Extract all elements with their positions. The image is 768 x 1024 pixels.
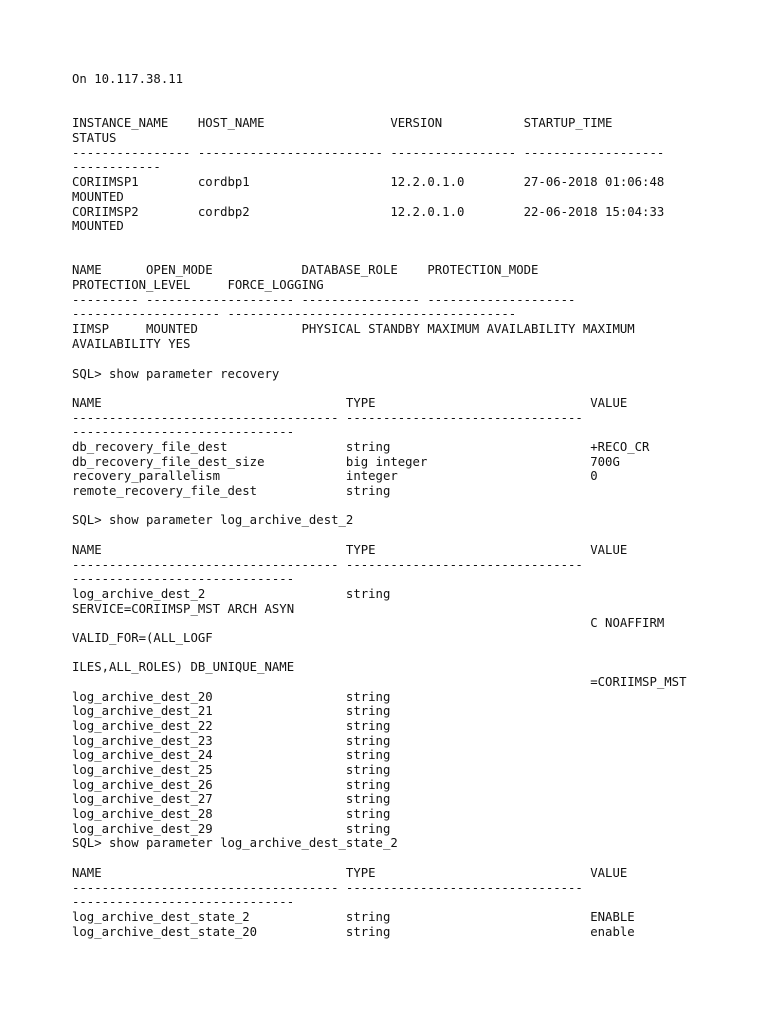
database-table-header: NAME OPEN_MODE DATABASE_ROLE PROTECTION_MODE	[72, 263, 539, 277]
sql-command: SQL> show parameter log_archive_dest_2	[72, 513, 354, 527]
parameter-row: log_archive_dest_26 string	[72, 778, 391, 792]
instance-table-separator: ---------------- ------------------------- ----------------- -------------------	[72, 146, 665, 160]
parameter-row: log_archive_dest_25 string	[72, 763, 391, 777]
parameter-row: log_archive_dest_29 string	[72, 822, 391, 836]
parameter-row: log_archive_dest_state_20 string enable	[72, 925, 635, 939]
instance-row: CORIIMSP1 cordbp1 12.2.0.1.0 27-06-2018 01:06:48	[72, 175, 665, 189]
parameter-table-header: NAME TYPE VALUE	[72, 866, 628, 880]
parameter-table-separator: ------------------------------------ --------------------------------	[72, 411, 583, 425]
parameter-row: log_archive_dest_28 string	[72, 807, 391, 821]
database-row: IIMSP MOUNTED PHYSICAL STANDBY MAXIMUM AVAILABILITY MAXIMUM	[72, 322, 635, 336]
parameter-table-header: NAME TYPE VALUE	[72, 543, 628, 557]
instance-row-status: MOUNTED	[72, 190, 124, 204]
instance-table-header: INSTANCE_NAME HOST_NAME VERSION STARTUP_TIME	[72, 116, 613, 130]
instance-table-separator-status: ------------	[72, 160, 161, 174]
parameter-value-wrap: SERVICE=CORIIMSP_MST ARCH ASYN	[72, 602, 295, 616]
parameter-row: log_archive_dest_21 string	[72, 704, 391, 718]
instance-row-status: MOUNTED	[72, 219, 124, 233]
parameter-row: log_archive_dest_state_2 string ENABLE	[72, 910, 635, 924]
server-heading: On 10.117.38.11	[72, 72, 184, 86]
database-table-header-cont: PROTECTION_LEVEL FORCE_LOGGING	[72, 278, 324, 292]
parameter-value-wrap: VALID_FOR=(ALL_LOGF	[72, 631, 213, 645]
parameter-row: log_archive_dest_20 string	[72, 690, 391, 704]
parameter-table-header: NAME TYPE VALUE	[72, 396, 628, 410]
database-table-separator-cont: -------------------- ---------------------------------------	[72, 307, 517, 321]
parameter-value-wrap: C NOAFFIRM	[72, 616, 665, 630]
parameter-table-separator-cont: ------------------------------	[72, 572, 295, 586]
parameter-row: db_recovery_file_dest_size big integer 700G	[72, 455, 620, 469]
parameter-table-separator-cont: ------------------------------	[72, 895, 295, 909]
parameter-row: log_archive_dest_22 string	[72, 719, 391, 733]
parameter-row: log_archive_dest_23 string	[72, 734, 391, 748]
parameter-table-separator: ------------------------------------ --------------------------------	[72, 881, 583, 895]
database-table-separator: --------- -------------------- ---------------- --------------------	[72, 293, 576, 307]
parameter-value-wrap: =CORIIMSP_MST	[72, 675, 687, 689]
parameter-value-wrap: ILES,ALL_ROLES) DB_UNIQUE_NAME	[72, 660, 295, 674]
parameter-row: remote_recovery_file_dest string	[72, 484, 391, 498]
database-row-cont: AVAILABILITY YES	[72, 337, 191, 351]
parameter-row: recovery_parallelism integer 0	[72, 469, 598, 483]
parameter-row: db_recovery_file_dest string +RECO_CR	[72, 440, 650, 454]
parameter-row: log_archive_dest_2 string	[72, 587, 391, 601]
parameter-table-separator-cont: ------------------------------	[72, 425, 295, 439]
parameter-row: log_archive_dest_24 string	[72, 748, 391, 762]
sql-command: SQL> show parameter recovery	[72, 367, 280, 381]
sql-command: SQL> show parameter log_archive_dest_state_2	[72, 836, 398, 850]
instance-table-header-status: STATUS	[72, 131, 117, 145]
parameter-table-separator: ------------------------------------ --------------------------------	[72, 558, 583, 572]
parameter-row: log_archive_dest_27 string	[72, 792, 391, 806]
instance-row: CORIIMSP2 cordbp2 12.2.0.1.0 22-06-2018 15:04:33	[72, 205, 665, 219]
